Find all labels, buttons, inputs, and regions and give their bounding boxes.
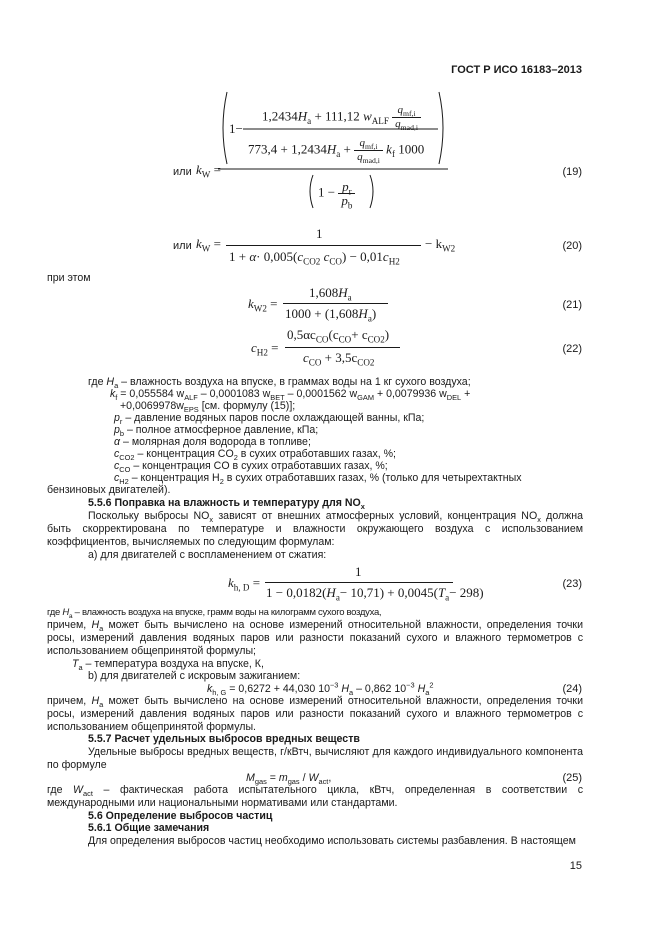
eq20-tail: − $k_{W2}$ <box>425 236 456 254</box>
where-cco: $c_{CO}$ – концентрация CO в сухих отработавших газах, %; <box>114 460 388 475</box>
item-b-spark: b) для двигателей с искровым зажиганием: <box>88 670 301 682</box>
eq19-number: (19) <box>562 166 582 178</box>
section-556-heading: 5.5.6 Поправка на влажность и температуру для $NO_x$ <box>88 497 365 512</box>
where-pb: $p_b$ – полное атмосферное давление, кПа; <box>114 424 319 439</box>
eq25-number: (25) <box>562 772 582 784</box>
eq19-denominator: 1 − $\frac{p_r}{p_b}$ <box>318 180 355 207</box>
eq23-numerator: 1 <box>355 564 362 579</box>
after23-paragraph: причем, $H_a$ может быть вычислено на основе измерений относительной влажности, определения точки росы, измерений давления водяных паров или разности показаний сухого и влажного термометров с использованием общепринятой формулы; <box>47 619 583 657</box>
item-a-diesel: а) для двигателей с воспламенением от сжатия: <box>88 549 327 561</box>
eq19-num-top: $1,2434H_a + 111,12$ $w_{ALF}$ $\frac{q_{mf,i}}{q_{mad,i}}$ <box>262 104 421 131</box>
after23-ha: где $H_a$ – влажность воздуха на впуске, грамм воды на килограмм сухого воздуха, <box>47 607 382 620</box>
after23-ta: $T_a$ – температура воздуха на впуске, К, <box>72 658 264 673</box>
eq19-one-minus: 1− <box>229 121 243 136</box>
eq23-denominator: $1 - 0,0182(H_a- 10,71) + 0,0045(T_a- 298)$ <box>266 585 484 603</box>
eq22-numerator: $0,5\alpha c_{CO}(c_{CO}+ c_{CO2})$ <box>287 327 390 345</box>
where-ch2-line2: бензиновых двигателей). <box>47 484 171 496</box>
where-kf-line2: $+0,0069978w_{EPS}$ [см. формулу (15)]; <box>120 400 296 415</box>
eq22-fraction-line <box>285 347 400 348</box>
where-ch2: $c_{H2}$ – концентрация $H_2$ в сухих отработавших газах, % (только для четырехтактных <box>114 472 522 487</box>
eq19-or: или <box>173 166 192 178</box>
eq22-number: (22) <box>562 343 582 355</box>
after24-paragraph: причем, $H_a$ может быть вычислено на основе измерений относительной влажности, определения точки росы, измерений давления водяных паров или разности показаний сухого и влажного термометров с использованием общепринятой формулы. <box>47 695 583 733</box>
eq21-fraction-line <box>283 303 388 304</box>
section-561-paragraph: Для определения выбросов частиц необходимо использовать системы разбавления. В настоящем <box>88 835 576 847</box>
eq20-denominator: $1 + \alpha\cdot 0,005(c_{CO2}$ $c_{CO}) - 0,01c_{H2}$ <box>229 249 400 267</box>
page-number: 15 <box>569 860 582 872</box>
eq20-lhs: $k_W$ = <box>196 236 221 254</box>
eq21-number: (21) <box>562 299 582 311</box>
section-557-paragraph: Удельные выбросы вредных веществ, г/кВтч, вычисляют для каждого индивидуального компонента по формуле <box>47 746 583 771</box>
eq20-fraction-line <box>226 245 421 246</box>
where-pr: $p_r$ – давление водяных паров после охлаждающей ванны, кПа; <box>114 412 425 427</box>
after25-paragraph: где $W_{act}$ – фактическая работа испытательного цикла, кВтч, определенная в соответствии с международными или национальными нормативами или стандартами. <box>47 784 583 809</box>
eq24-number: (24) <box>562 683 582 695</box>
eq23-fraction-line <box>265 582 453 583</box>
eq20-or: или <box>173 240 192 252</box>
eq24-expression: $k_{h, G} = 0,6272 + 44,030$ $10^{-3}$ $H_a - 0,862$ $10^{-3}$ $H_a^2$ <box>207 680 434 698</box>
eq20-numerator: 1 <box>316 226 323 241</box>
where-kf: $k_f = 0,055584$ $w_{ALF} - 0,0001083$ $w_{BET} - 0,0001562$ $w_{GAM} + 0,0079936$ $w_{DEL}$ + <box>110 388 471 403</box>
where-ha: где $H_a$ – влажность воздуха на впуске, в граммах воды на 1 кг сухого воздуха; <box>88 376 471 391</box>
where-cco2: $c_{CO2}$ – концентрация $CO_2$ в сухих отработавших газах, %; <box>114 448 397 463</box>
eq19-num-bottom: $773,4 + 1,2434H_a$ + $\frac{q_{mf,i}}{q_{mad,i}}$ $k_f$ 1000 <box>248 137 425 166</box>
text-pri-etom: при этом <box>47 272 91 284</box>
eq23-lhs: $k_{h, D}$ = <box>228 575 261 593</box>
section-56-heading: 5.6 Определение выбросов частиц <box>88 810 273 822</box>
eq21-numerator: $1,608H_a$ <box>309 285 352 303</box>
eq22-lhs: $c_{H2}$ = <box>251 340 279 358</box>
eq20-number: (20) <box>562 240 582 252</box>
eq19-lhs: $k_W$ = <box>196 162 221 180</box>
eq23-number: (23) <box>562 578 582 590</box>
eq22-denominator: $c_{CO} + 3,5c_{CO2}$ <box>303 350 375 368</box>
section-561-heading: 5.6.1 Общие замечания <box>88 822 210 834</box>
where-alpha: α – молярная доля водорода в топливе; <box>114 436 311 448</box>
section-557-heading: 5.5.7 Расчет удельных выбросов вредных веществ <box>88 733 360 745</box>
eq21-lhs: $k_{W2}$ = <box>248 296 278 314</box>
section-556-paragraph: Поскольку выбросы $NO_x$ зависят от внешних атмосферных условий, концентрация $NO_x$ должна быть скорректирована по температуре и влажности окружающего воздуха с использованием коэффициентов, вычисляемых по следующим формулам: <box>47 510 584 548</box>
eq21-denominator: $1000 + (1,608H_a)$ <box>285 306 377 324</box>
document-header: ГОСТ Р ИСО 16183–2013 <box>451 64 582 76</box>
eq25-expression: $M_{gas} = m_{gas} / W_{act}$, <box>246 772 332 787</box>
